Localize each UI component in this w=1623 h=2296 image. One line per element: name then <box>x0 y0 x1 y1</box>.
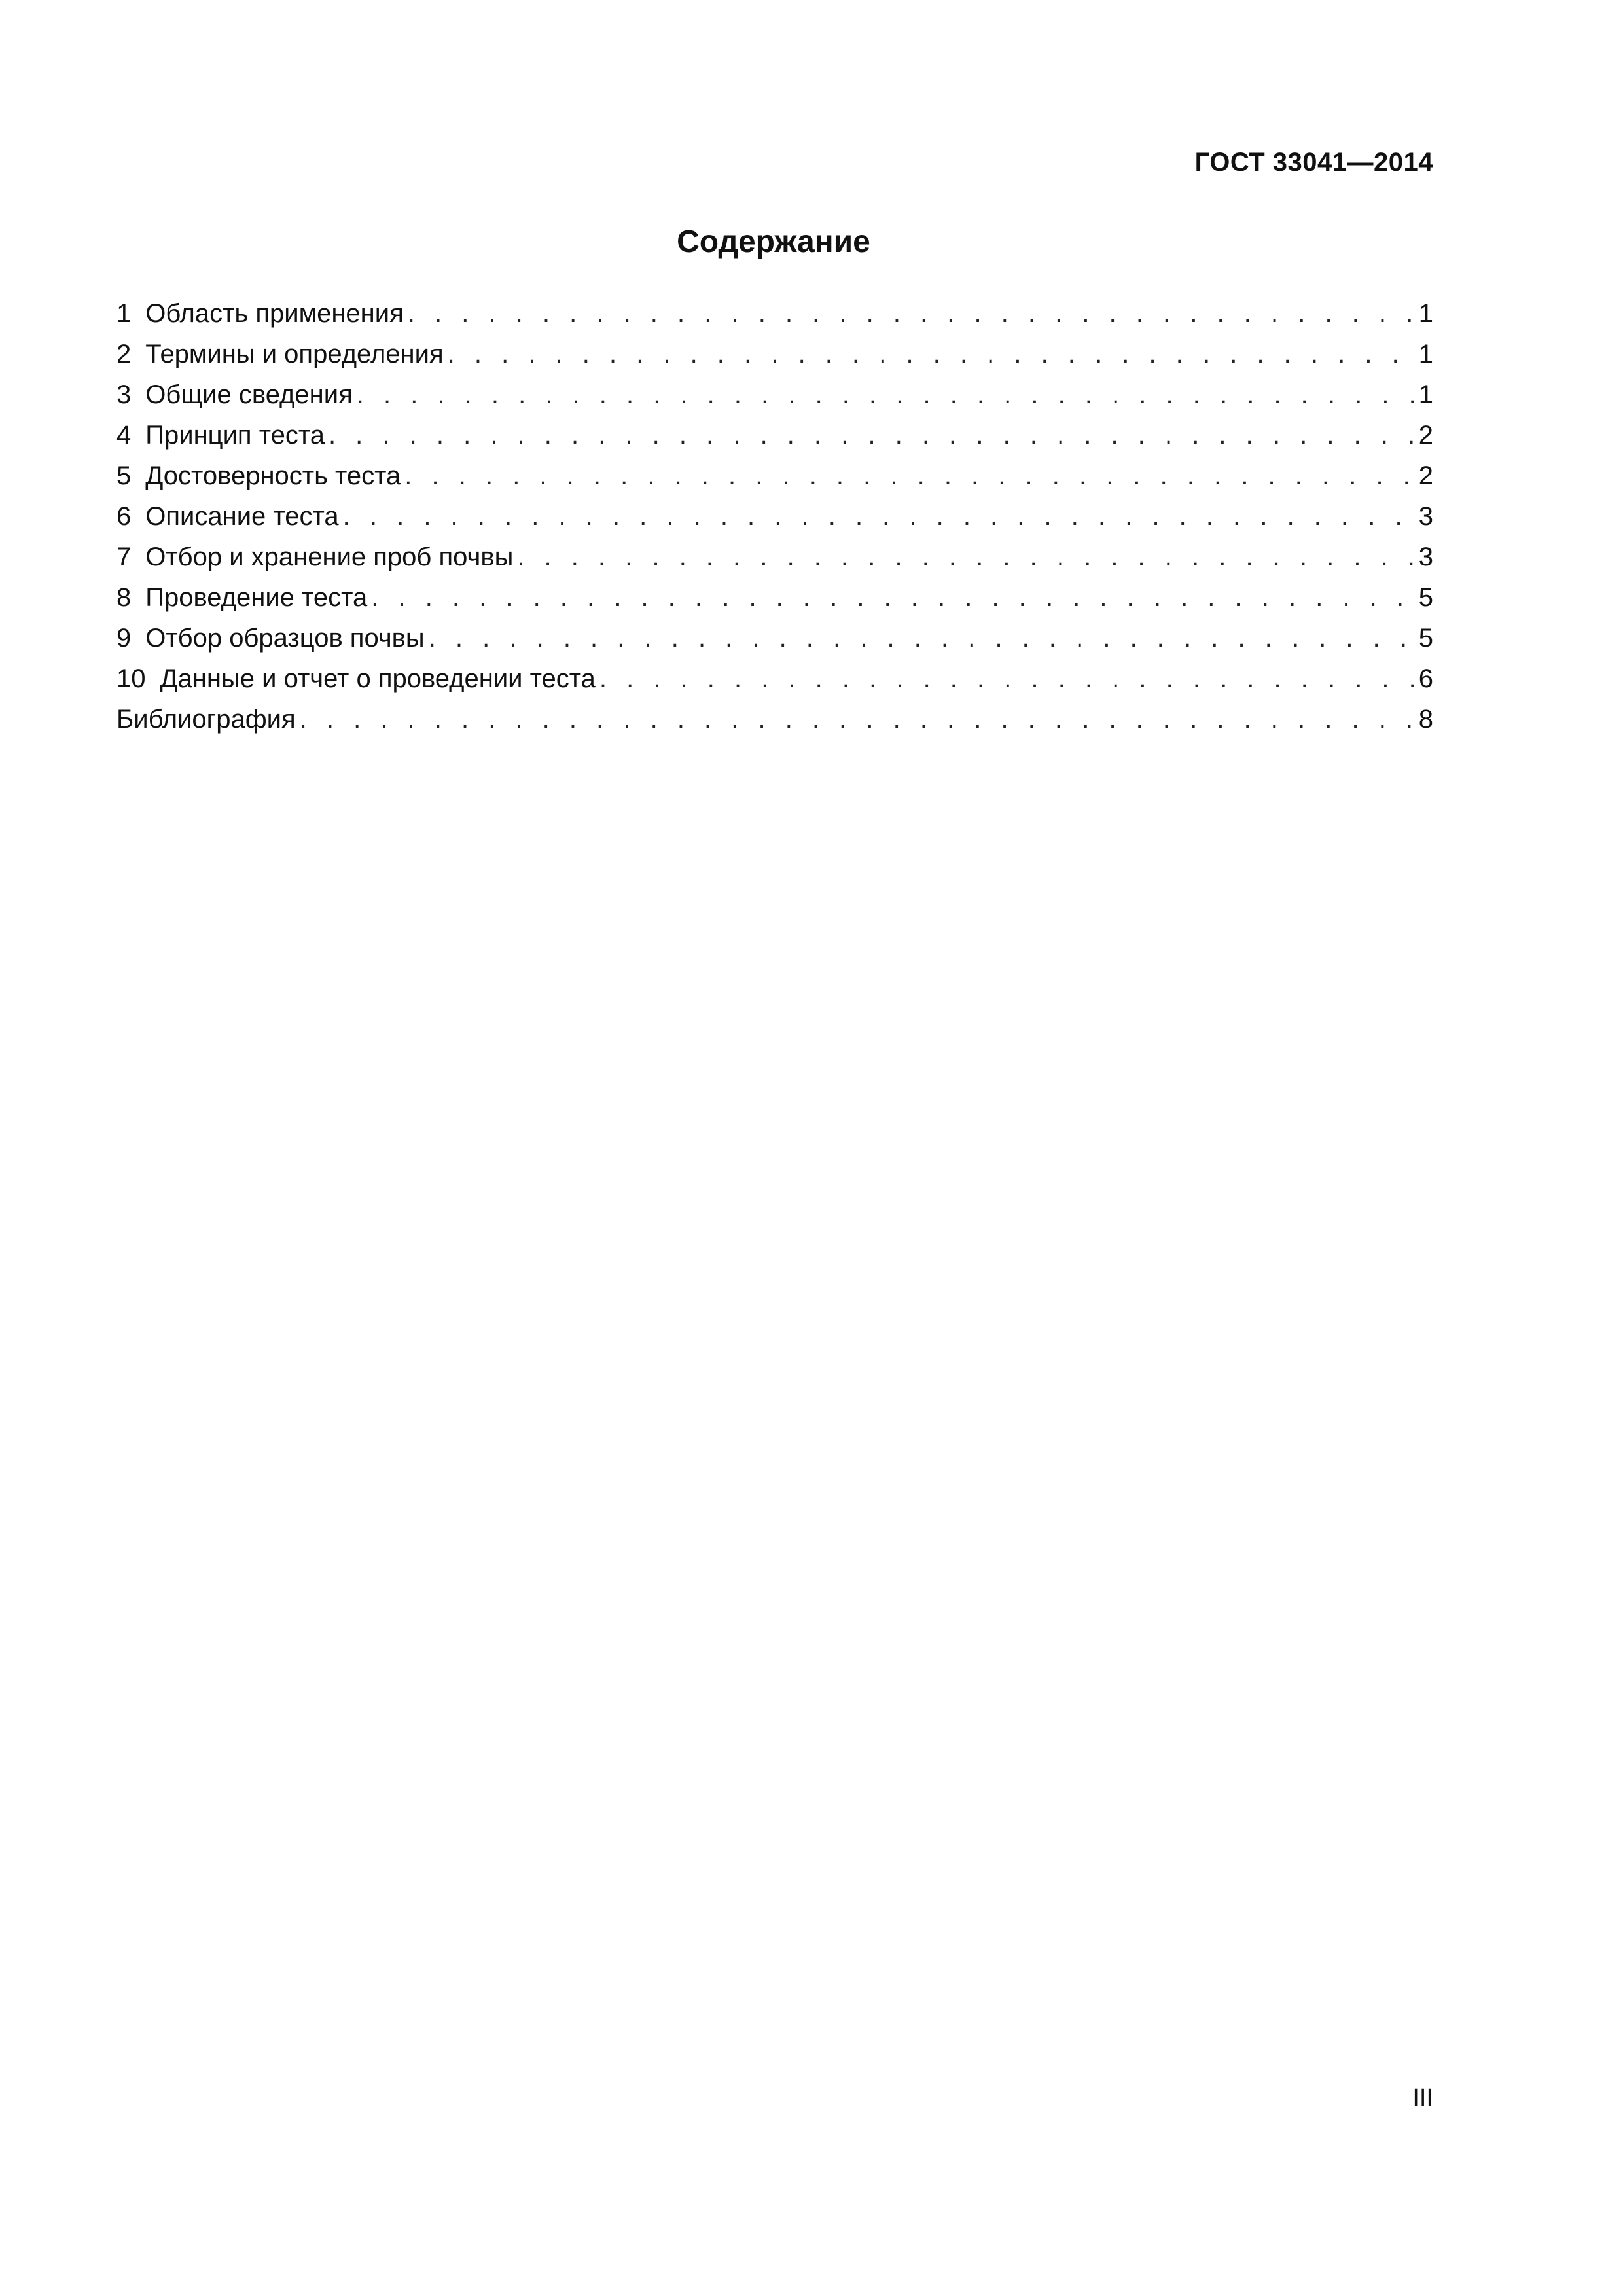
toc-entry-label: Проведение теста <box>145 583 368 612</box>
toc-entry-label: Библиография <box>116 705 296 734</box>
toc-entry[interactable] <box>116 496 1433 537</box>
table-of-contents <box>116 293 1433 740</box>
toc-entry-page: 2 <box>1418 421 1433 450</box>
toc-entry-label: Описание теста <box>145 502 339 531</box>
toc-entry-page: 5 <box>1418 583 1433 612</box>
toc-dot-leader <box>404 456 1417 496</box>
toc-entry-number: 9 <box>116 624 132 653</box>
toc-dot-leader <box>599 658 1418 699</box>
toc-entry-label: Достоверность теста <box>145 461 401 490</box>
toc-dot-leader <box>329 415 1418 456</box>
toc-entry-number: 6 <box>116 502 132 531</box>
toc-entry-number: 1 <box>116 299 132 328</box>
toc-entry-page: 1 <box>1418 340 1433 368</box>
toc-entry-page: 3 <box>1418 543 1433 571</box>
toc-entry-label: Термины и определения <box>145 340 444 368</box>
toc-dot-leader <box>371 577 1417 618</box>
toc-dot-leader <box>408 293 1418 334</box>
toc-entry-bibliography[interactable] <box>116 699 1433 740</box>
toc-entry-page: 3 <box>1418 502 1433 531</box>
toc-entry-page: 6 <box>1418 664 1433 693</box>
toc-dot-leader <box>300 699 1418 740</box>
toc-dot-leader <box>429 618 1418 658</box>
toc-entry-page: 2 <box>1418 461 1433 490</box>
toc-entry-label: Отбор образцов почвы <box>145 624 425 653</box>
toc-entry[interactable] <box>116 415 1433 456</box>
toc-entry[interactable] <box>116 334 1433 374</box>
toc-entry-label: Область применения <box>145 299 404 328</box>
toc-entry[interactable] <box>116 577 1433 618</box>
toc-entry[interactable] <box>116 374 1433 415</box>
toc-entry[interactable] <box>116 293 1433 334</box>
toc-dot-leader <box>448 334 1418 374</box>
toc-entry-page: 1 <box>1418 299 1433 328</box>
toc-entry-label: Данные и отчет о проведении теста <box>160 664 596 693</box>
toc-entry-page: 1 <box>1418 380 1433 409</box>
toc-entry-number: 10 <box>116 664 146 693</box>
toc-title: Содержание <box>677 224 870 259</box>
toc-entry-page: 5 <box>1418 624 1433 653</box>
toc-entry[interactable] <box>116 658 1433 699</box>
toc-dot-leader <box>343 496 1418 537</box>
toc-dot-leader <box>517 537 1417 577</box>
toc-entry-label: Принцип теста <box>145 421 325 450</box>
toc-entry-page: 8 <box>1418 705 1433 734</box>
toc-entry-number: 2 <box>116 340 132 368</box>
toc-entry[interactable] <box>116 456 1433 496</box>
document-code: ГОСТ 33041—2014 <box>1194 148 1433 177</box>
toc-dot-leader <box>357 374 1418 415</box>
toc-entry-number: 3 <box>116 380 132 409</box>
toc-entry[interactable] <box>116 537 1433 577</box>
toc-entry-label: Отбор и хранение проб почвы <box>145 543 514 571</box>
toc-entry-number: 5 <box>116 461 132 490</box>
page-number: III <box>1412 2084 1433 2111</box>
toc-entry-number: 7 <box>116 543 132 571</box>
toc-entry-label: Общие сведения <box>145 380 353 409</box>
toc-entry[interactable] <box>116 618 1433 658</box>
toc-entry-number: 4 <box>116 421 132 450</box>
toc-entry-number: 8 <box>116 583 132 612</box>
